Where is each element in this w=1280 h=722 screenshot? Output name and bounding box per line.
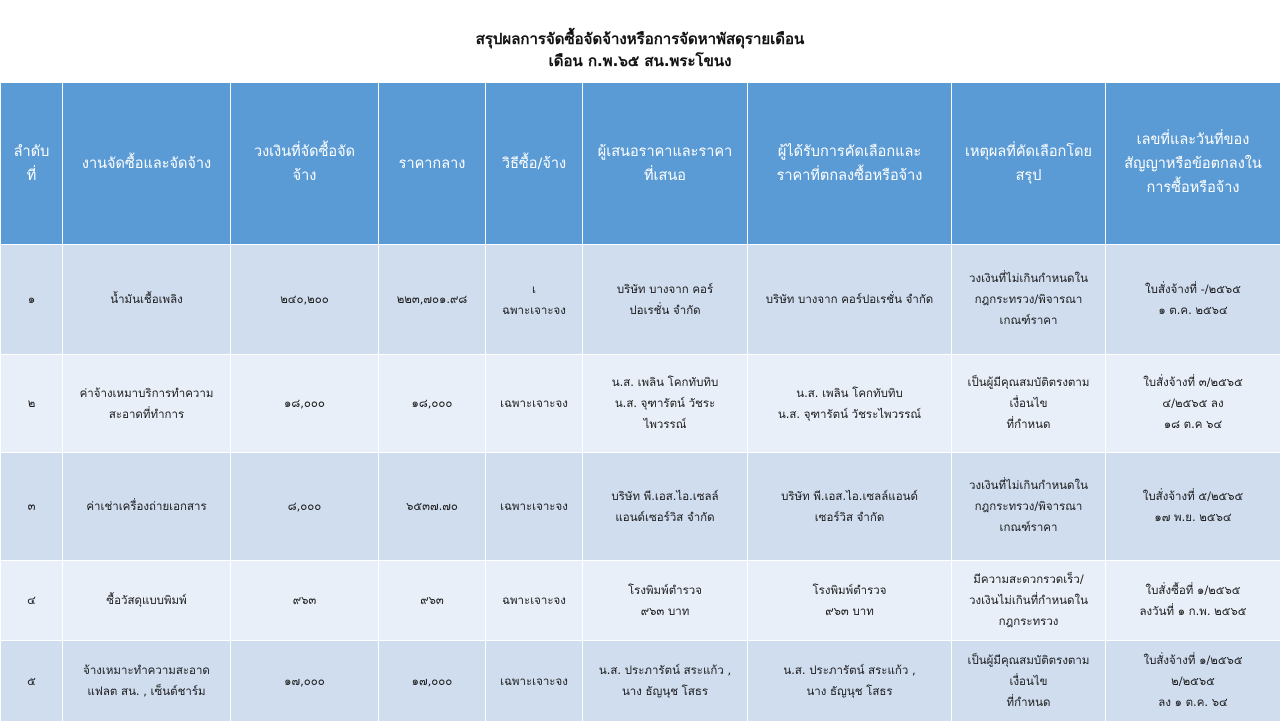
cell-text-line: เฉพาะเจาะจง xyxy=(492,671,576,692)
cell-text-line: มีความสะดวกรวดเร็ว/ xyxy=(958,569,1099,590)
table-row xyxy=(1,453,1280,561)
cell-text-line: เฉพาะเจาะจง xyxy=(492,393,576,414)
cell-selected-vendor-and-price xyxy=(748,453,952,561)
cell-text-line: บริษัท บางจาก คอร์ปอเรชั่น จำกัด xyxy=(754,289,945,310)
cell-contract-reference xyxy=(1106,355,1280,453)
cell-bidders-and-prices xyxy=(583,245,748,355)
column-header-selected-vendor-and-price xyxy=(748,83,952,245)
cell-text-line: ๑ xyxy=(7,289,56,310)
cell-text-line: ที่กำหนด xyxy=(958,692,1099,713)
cell-text-line: ที่กำหนด xyxy=(958,414,1099,435)
cell-selection-reason xyxy=(952,355,1106,453)
cell-text-line: เป็นผู้มีคุณสมบัติตรงตาม xyxy=(958,650,1099,671)
cell-text-line: เหตุผลที่คัดเลือกโดย xyxy=(958,140,1099,164)
cell-text-line: ซื้อวัสดุแบบพิมพ์ xyxy=(69,590,224,611)
cell-text-line: ๔ xyxy=(7,590,56,611)
cell-text-line: ๓ xyxy=(7,496,56,517)
cell-bidders-and-prices xyxy=(583,355,748,453)
cell-text-line: โรงพิมพ์ตำรวจ xyxy=(754,580,945,601)
cell-median-price xyxy=(379,453,486,561)
table-row xyxy=(1,561,1280,641)
column-header-selection-reason xyxy=(952,83,1106,245)
cell-text-line: เซอร์วิส จำกัด xyxy=(754,507,945,528)
cell-selected-vendor-and-price xyxy=(748,355,952,453)
cell-text-line: วงเงินที่ไม่เกินกำหนดใน xyxy=(958,475,1099,496)
cell-selected-vendor-and-price xyxy=(748,641,952,722)
cell-selection-reason xyxy=(952,561,1106,641)
cell-procurement-method xyxy=(486,641,583,722)
cell-procurement-task xyxy=(63,561,231,641)
column-header-budget-amount xyxy=(231,83,379,245)
cell-procurement-task xyxy=(63,453,231,561)
cell-text-line: ๙๖๓ บาท xyxy=(589,601,741,622)
cell-procurement-task xyxy=(63,641,231,722)
cell-text-line: ๑๗ พ.ย. ๒๕๖๔ xyxy=(1112,507,1274,528)
cell-text-line: ๖๕๓๗.๗๐ xyxy=(385,496,479,517)
cell-text-line: น.ส. จุฑารัตน์ วัชระ xyxy=(589,393,741,414)
cell-text-line: ค่าจ้างเหมาบริการทำความ xyxy=(69,383,224,404)
cell-text-line: วิธีซื้อ/จ้าง xyxy=(492,152,576,176)
cell-text-line: จ้างเหมาะทำความสะอาด xyxy=(69,660,224,681)
cell-contract-reference xyxy=(1106,561,1280,641)
cell-procurement-method xyxy=(486,245,583,355)
procurement-summary-table xyxy=(0,82,1280,722)
cell-text-line: ใบสั่งจ้างที่ -/๒๕๖๕ xyxy=(1112,279,1274,300)
cell-procurement-task xyxy=(63,245,231,355)
cell-text-line: ๒/๒๕๖๕ xyxy=(1112,671,1274,692)
table-row xyxy=(1,245,1280,355)
cell-text-line: แอนด์เซอร์วิส จำกัด xyxy=(589,507,741,528)
cell-median-price xyxy=(379,561,486,641)
table-header-row xyxy=(1,83,1280,245)
cell-budget-amount xyxy=(231,453,379,561)
cell-text-line: น.ส. ประภารัตน์ สระแก้ว , xyxy=(589,660,741,681)
column-header-procurement-task xyxy=(63,83,231,245)
cell-text-line: ใบสั่งจ้างที่ ๑/๒๕๖๕ xyxy=(1112,650,1274,671)
cell-selected-vendor-and-price xyxy=(748,245,952,355)
cell-text-line: น้ำมันเชื้อเพลิง xyxy=(69,289,224,310)
cell-median-price xyxy=(379,245,486,355)
cell-text-line: ๕ xyxy=(7,671,56,692)
cell-item-no xyxy=(1,245,63,355)
cell-text-line: ใบสั่งซื้อที่ ๑/๒๕๖๕ xyxy=(1112,580,1274,601)
cell-median-price xyxy=(379,641,486,722)
cell-budget-amount xyxy=(231,245,379,355)
title-line-1: สรุปผลการจัดซื้อจัดจ้างหรือการจัดหาพัสดุรายเดือน xyxy=(0,0,1280,50)
cell-text-line: บริษัท พี.เอส.ไอ.เซลล์ xyxy=(589,486,741,507)
cell-item-no xyxy=(1,453,63,561)
cell-text-line: ๙๖๓ xyxy=(385,590,479,611)
cell-text-line: กฎกระทรวง xyxy=(958,611,1099,632)
cell-text-line: ที่เสนอ xyxy=(589,164,741,188)
cell-text-line: ๑๗,๐๐๐ xyxy=(237,671,372,692)
cell-text-line: ๒๒๓,๗๐๑.๙๘ xyxy=(385,289,479,310)
cell-text-line: น.ส. ประภารัตน์ สระแก้ว , xyxy=(754,660,945,681)
cell-text-line: ๑ ต.ค. ๒๕๖๔ xyxy=(1112,300,1274,321)
cell-text-line: ใบสั่งจ้างที่ ๕/๒๕๖๕ xyxy=(1112,486,1274,507)
cell-text-line: ค่าเช่าเครื่องถ่ายเอกสาร xyxy=(69,496,224,517)
cell-budget-amount xyxy=(231,355,379,453)
cell-text-line: เกณฑ์ราคา xyxy=(958,310,1099,331)
cell-text-line: ๑๘,๐๐๐ xyxy=(385,393,479,414)
cell-bidders-and-prices xyxy=(583,453,748,561)
cell-text-line: ๒๔๐,๒๐๐ xyxy=(237,289,372,310)
cell-text-line: ๙๖๓ xyxy=(237,590,372,611)
cell-contract-reference xyxy=(1106,641,1280,722)
cell-text-line: โรงพิมพ์ตำรวจ xyxy=(589,580,741,601)
cell-text-line: วงเงินไม่เกินที่กำหนดใน xyxy=(958,590,1099,611)
cell-text-line: ปอเรชั่น จำกัด xyxy=(589,300,741,321)
cell-bidders-and-prices xyxy=(583,641,748,722)
cell-text-line: ฉพาะเจาะจง xyxy=(492,300,576,321)
cell-text-line: ราคากลาง xyxy=(385,152,479,176)
cell-selection-reason xyxy=(952,641,1106,722)
cell-budget-amount xyxy=(231,641,379,722)
cell-text-line: วงเงินที่ไม่เกินกำหนดใน xyxy=(958,268,1099,289)
cell-selection-reason xyxy=(952,245,1106,355)
cell-text-line: ๑๘ ต.ค ๖๔ xyxy=(1112,414,1274,435)
cell-text-line: กฎกระทรวง/พิจารณา xyxy=(958,289,1099,310)
cell-text-line: สะอาดที่ทำการ xyxy=(69,404,224,425)
cell-selection-reason xyxy=(952,453,1106,561)
cell-text-line: สัญญาหรือข้อตกลงใน xyxy=(1112,152,1274,176)
cell-text-line: ไพวรรณ์ xyxy=(589,414,741,435)
cell-text-line: น.ส. จุฑารัตน์ วัชระไพวรรณ์ xyxy=(754,404,945,425)
cell-text-line: นาง ธัญนุช โสธร xyxy=(754,681,945,702)
cell-text-line: แฟลต สน. , เซ็นต์ชาร์ม xyxy=(69,681,224,702)
cell-text-line: น.ส. เพลิน โคกทับทิบ xyxy=(589,372,741,393)
cell-text-line: ที่ xyxy=(7,164,56,188)
cell-text-line: จ้าง xyxy=(237,164,372,188)
cell-text-line: เงื่อนไข xyxy=(958,671,1099,692)
column-header-item-no xyxy=(1,83,63,245)
cell-text-line: ราคาที่ตกลงซื้อหรือจ้าง xyxy=(754,164,945,188)
cell-text-line: เ xyxy=(492,279,576,300)
cell-text-line: ลำดับ xyxy=(7,140,56,164)
cell-text-line: งานจัดซื้อและจัดจ้าง xyxy=(69,152,224,176)
column-header-procurement-method xyxy=(486,83,583,245)
column-header-median-price xyxy=(379,83,486,245)
cell-text-line: เกณฑ์ราคา xyxy=(958,517,1099,538)
cell-text-line: ใบสั่งจ้างที่ ๓/๒๕๖๕ xyxy=(1112,372,1274,393)
table-row xyxy=(1,355,1280,453)
cell-text-line: บริษัท พี.เอส.ไอ.เซลล์แอนด์ xyxy=(754,486,945,507)
cell-text-line: เงื่อนไข xyxy=(958,393,1099,414)
cell-text-line: การซื้อหรือจ้าง xyxy=(1112,176,1274,200)
title-line-2: เดือน ก.พ.๖๕ สน.พระโขนง xyxy=(0,50,1280,72)
cell-text-line: บริษัท บางจาก คอร์ xyxy=(589,279,741,300)
cell-text-line: กฎกระทรวง/พิจารณา xyxy=(958,496,1099,517)
cell-median-price xyxy=(379,355,486,453)
cell-contract-reference xyxy=(1106,453,1280,561)
cell-item-no xyxy=(1,641,63,722)
cell-text-line: ๑๘,๐๐๐ xyxy=(237,393,372,414)
cell-item-no xyxy=(1,355,63,453)
cell-text-line: ๘,๐๐๐ xyxy=(237,496,372,517)
column-header-contract-reference xyxy=(1106,83,1280,245)
table-row xyxy=(1,641,1280,722)
cell-procurement-method xyxy=(486,355,583,453)
table-body xyxy=(1,245,1280,722)
cell-text-line: ฉพาะเจาะจง xyxy=(492,590,576,611)
cell-selected-vendor-and-price xyxy=(748,561,952,641)
cell-text-line: ลงวันที่ ๑ ก.พ. ๒๕๖๕ xyxy=(1112,601,1274,622)
cell-text-line: นาง ธัญนุช โสธร xyxy=(589,681,741,702)
cell-text-line: เป็นผู้มีคุณสมบัติตรงตาม xyxy=(958,372,1099,393)
cell-budget-amount xyxy=(231,561,379,641)
document-title xyxy=(0,0,1280,82)
cell-procurement-method xyxy=(486,453,583,561)
cell-item-no xyxy=(1,561,63,641)
cell-procurement-method xyxy=(486,561,583,641)
cell-text-line: ๔/๒๕๖๕ ลง xyxy=(1112,393,1274,414)
cell-text-line: ๑๗,๐๐๐ xyxy=(385,671,479,692)
cell-text-line: ผู้เสนอราคาและราคา xyxy=(589,140,741,164)
cell-text-line: สรุป xyxy=(958,164,1099,188)
cell-text-line: ลง ๑ ต.ค. ๖๔ xyxy=(1112,692,1274,713)
cell-text-line: ๙๖๓ บาท xyxy=(754,601,945,622)
cell-bidders-and-prices xyxy=(583,561,748,641)
cell-text-line: ผู้ได้รับการคัดเลือกและ xyxy=(754,140,945,164)
cell-text-line: วงเงินที่จัดซื้อจัด xyxy=(237,140,372,164)
column-header-bidders-and-prices xyxy=(583,83,748,245)
cell-contract-reference xyxy=(1106,245,1280,355)
cell-text-line: ๒ xyxy=(7,393,56,414)
cell-procurement-task xyxy=(63,355,231,453)
cell-text-line: เฉพาะเจาะจง xyxy=(492,496,576,517)
cell-text-line: น.ส. เพลิน โคกทับทิบ xyxy=(754,383,945,404)
cell-text-line: เลขที่และวันที่ของ xyxy=(1112,128,1274,152)
